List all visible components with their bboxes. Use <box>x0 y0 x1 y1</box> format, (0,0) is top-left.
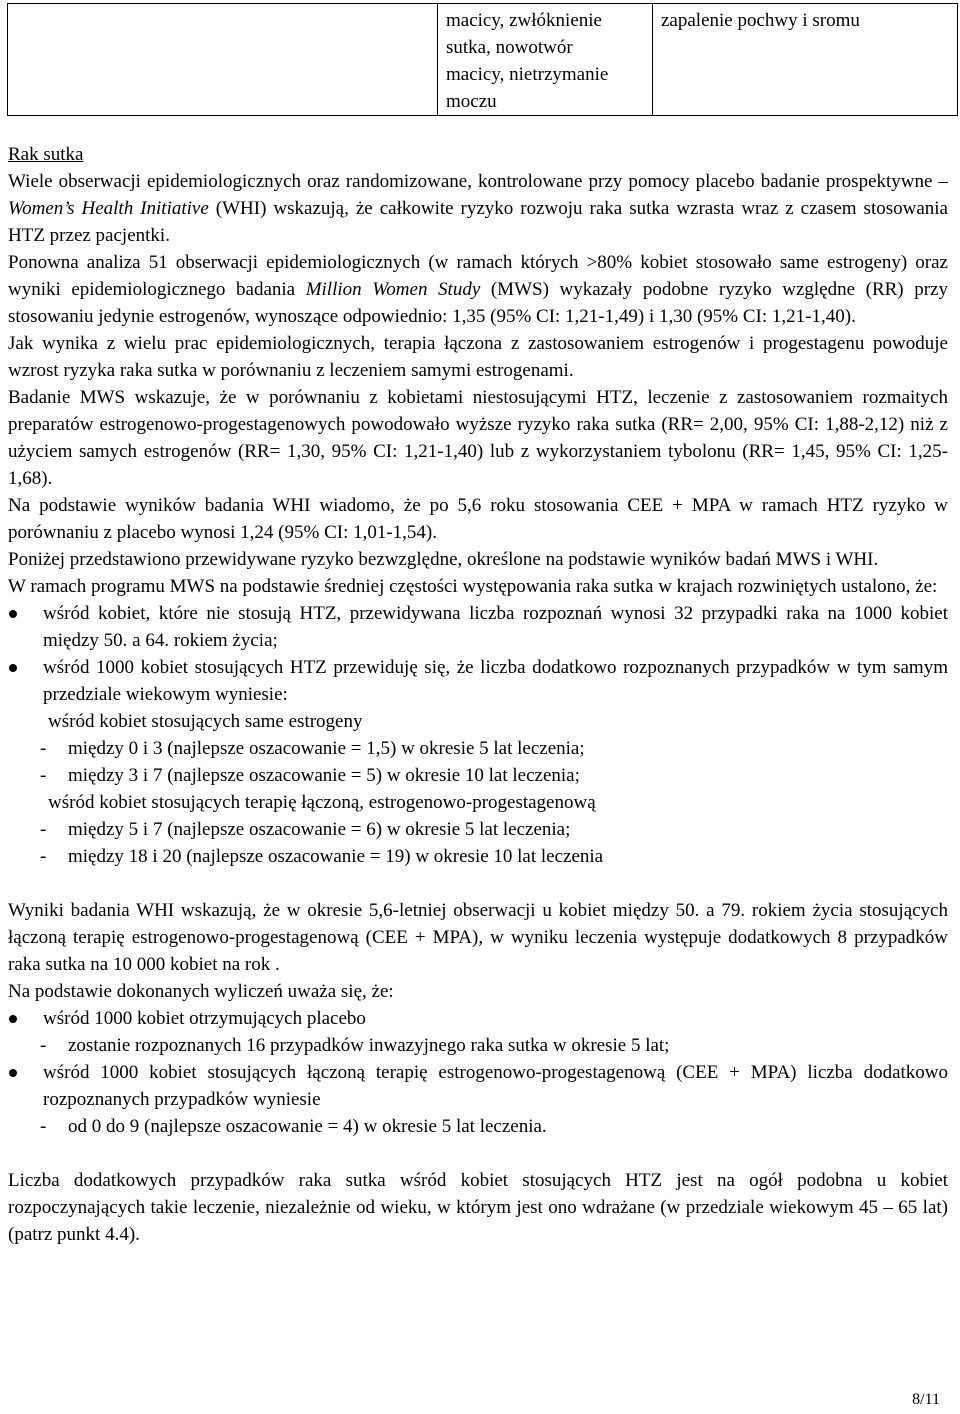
table-cell-vaginitis <box>653 4 958 116</box>
list-item <box>8 654 948 708</box>
dash-item <box>8 735 948 762</box>
table-row <box>8 4 958 116</box>
paragraph-whi-results: Na podstawie wyników badania WHI wiadomo, że po 5,6 roku stosowania CEE + MPA w ramach HTZ ryzyko w porównaniu z placebo wynosi 1,24 (95% CI: 1,01-1,54). <box>8 495 948 543</box>
list-item-text: wśród 1000 kobiet stosujących HTZ przewiduję się, że liczba dodatkowo rozpoznanych przypadków w tym samym przedziale wiekowym wyniesie: <box>43 657 948 705</box>
cell-line: sutka, nowotwór <box>446 37 573 58</box>
paragraph-whi <box>8 168 948 249</box>
table-cell-uterus-effects <box>438 4 653 116</box>
list-item <box>8 1005 948 1032</box>
paragraph-calculations: Na podstawie dokonanych wyliczeń uważa się, że: <box>8 981 394 1002</box>
section-heading <box>8 141 948 168</box>
list-item <box>8 1059 948 1113</box>
dash-icon: - <box>40 738 47 759</box>
text-span: (MWS) wykazały podobne ryzyko względne (RR) przy stosowaniu jedynie estrogenów, wynoszące odpowiednio: 1,35 (95% CI: 1,21-1,49) i 1,30 (95% CI: 1,21-1,40). <box>8 279 948 327</box>
dash-item-text: między 18 i 20 (najlepsze oszacowanie = 19) w okresie 10 lat leczenia <box>68 846 604 867</box>
text-span: (WHI) wskazują, że całkowite ryzyko rozwoju raka sutka wzrasta wraz z czasem stosowania HTZ przez pacjentki. <box>8 198 948 246</box>
dash-item <box>8 1032 948 1059</box>
paragraph-mws-program: W ramach programu MWS na podstawie średniej częstości występowania raka sutka w krajach rozwiniętych ustalono, że: <box>8 576 938 597</box>
text-span: Ponowna analiza 51 obserwacji epidemiologicznych (w ramach których >80% kobiet stosowało same estrogeny) oraz wyniki epidemiologicznego badania <box>8 252 948 300</box>
paragraph-mws-comparison: Badanie MWS wskazuje, że w porównaniu z kobietami niestosującymi HTZ, leczenie z zastosowaniem rozmaitych preparatów estrogenowo-progestagenowych powodowało wyższe ryzyko raka sutka (RR= 2,00, 95% CI: 1,88-2,12) niż z użyciem samych estrogenów (RR= 1,30, 95% CI: 1,21-1,40) lub z wykorzystaniem tybolonu (RR= 1,45, 95% CI: 1,25-1,68). <box>8 387 948 489</box>
paragraph-conclusion: Liczba dodatkowych przypadków raka sutka wśród kobiet stosujących HTZ jest na ogół podobna u kobiet rozpoczynających takie leczenie, niezależnie od wieku, w którym jest ono wdrażane (w przedziale wiekowym 45 – 65 lat) (patrz punkt 4.4). <box>8 1170 948 1245</box>
document-body <box>8 141 948 1248</box>
bullet-icon <box>9 664 17 672</box>
paragraph-mws <box>8 249 948 330</box>
spacer <box>8 1140 948 1167</box>
text-span: Wiele obserwacji epidemiologicznych oraz randomizowane, kontrolowane przy pomocy placebo badanie prospektywne – <box>8 171 948 192</box>
dash-icon: - <box>40 765 47 786</box>
dash-item-text: od 0 do 9 (najlepsze oszacowanie = 4) w okresie 5 lat leczenia. <box>68 1116 547 1137</box>
table-cell-empty <box>8 4 438 116</box>
section-heading-text: Rak sutka <box>8 144 84 165</box>
cell-line: zapalenie pochwy i sromu <box>661 10 860 31</box>
cell-line: macicy, nietrzymanie <box>446 64 609 85</box>
study-name-italic: Million Women Study <box>305 279 481 300</box>
cell-line: macicy, zwłóknienie <box>446 10 602 31</box>
list-item-text: wśród 1000 kobiet stosujących łączoną terapię estrogenowo-progestagenową (CEE + MPA) liczba dodatkowo rozpoznanych przypadków wyniesie <box>43 1062 948 1110</box>
spacer <box>8 870 948 897</box>
dash-icon: - <box>40 846 47 867</box>
list-item-text: wśród 1000 kobiet otrzymujących placebo <box>43 1008 366 1029</box>
bullet-icon <box>9 1015 17 1023</box>
bullet-icon <box>9 1069 17 1077</box>
page-number: 8/11 <box>912 1391 940 1408</box>
dash-icon: - <box>40 1116 47 1137</box>
list-item <box>8 600 948 654</box>
dash-item <box>8 843 948 870</box>
paragraph-absolute-risk: Poniżej przedstawiono przewidywane ryzyko bezwzględne, określone na podstawie wyników badań MWS i WHI. <box>8 549 879 570</box>
dash-item-text: między 0 i 3 (najlepsze oszacowanie = 1,5) w okresie 5 lat leczenia; <box>68 738 585 759</box>
dash-item-text: między 3 i 7 (najlepsze oszacowanie = 5) w okresie 10 lat leczenia; <box>68 765 580 786</box>
paragraph-combined-therapy: Jak wynika z wielu prac epidemiologicznych, terapia łączona z zastosowaniem estrogenów i progestagenu powoduje wzrost ryzyka raka sutka w porównaniu z leczeniem samymi estrogenami. <box>8 333 948 381</box>
dash-item <box>8 816 948 843</box>
dash-icon: - <box>40 819 47 840</box>
cell-line: moczu <box>446 91 497 112</box>
dash-item-text: między 5 i 7 (najlepsze oszacowanie = 6) w okresie 5 lat leczenia; <box>68 819 571 840</box>
list-item-text: wśród kobiet, które nie stosują HTZ, przewidywana liczba rozpoznań wynosi 32 przypadki raka na 1000 kobiet między 50. a 64. rokiem życia; <box>43 603 948 651</box>
dash-icon: - <box>40 1035 47 1056</box>
adverse-effects-table-fragment <box>7 3 958 116</box>
dash-item <box>8 762 948 789</box>
dash-item <box>8 1113 948 1140</box>
paragraph-whi-observation: Wyniki badania WHI wskazują, że w okresie 5,6-letniej obserwacji u kobiet między 50. a 79. rokiem życia stosujących łączoną terapię estrogenowo-progestagenową (CEE + MPA), w wyniku leczenia występuje dodatkowych 8 przypadków raka sutka na 10 000 kobiet na rok . <box>8 900 948 975</box>
study-name-italic: Women’s Health Initiative <box>8 198 209 219</box>
sublist-heading: wśród kobiet stosujących same estrogeny <box>48 711 363 732</box>
dash-item-text: zostanie rozpoznanych 16 przypadków inwazyjnego raka sutka w okresie 5 lat; <box>68 1035 670 1056</box>
sublist-heading: wśród kobiet stosujących terapię łączoną, estrogenowo-progestagenową <box>48 792 596 813</box>
bullet-icon <box>9 610 17 618</box>
